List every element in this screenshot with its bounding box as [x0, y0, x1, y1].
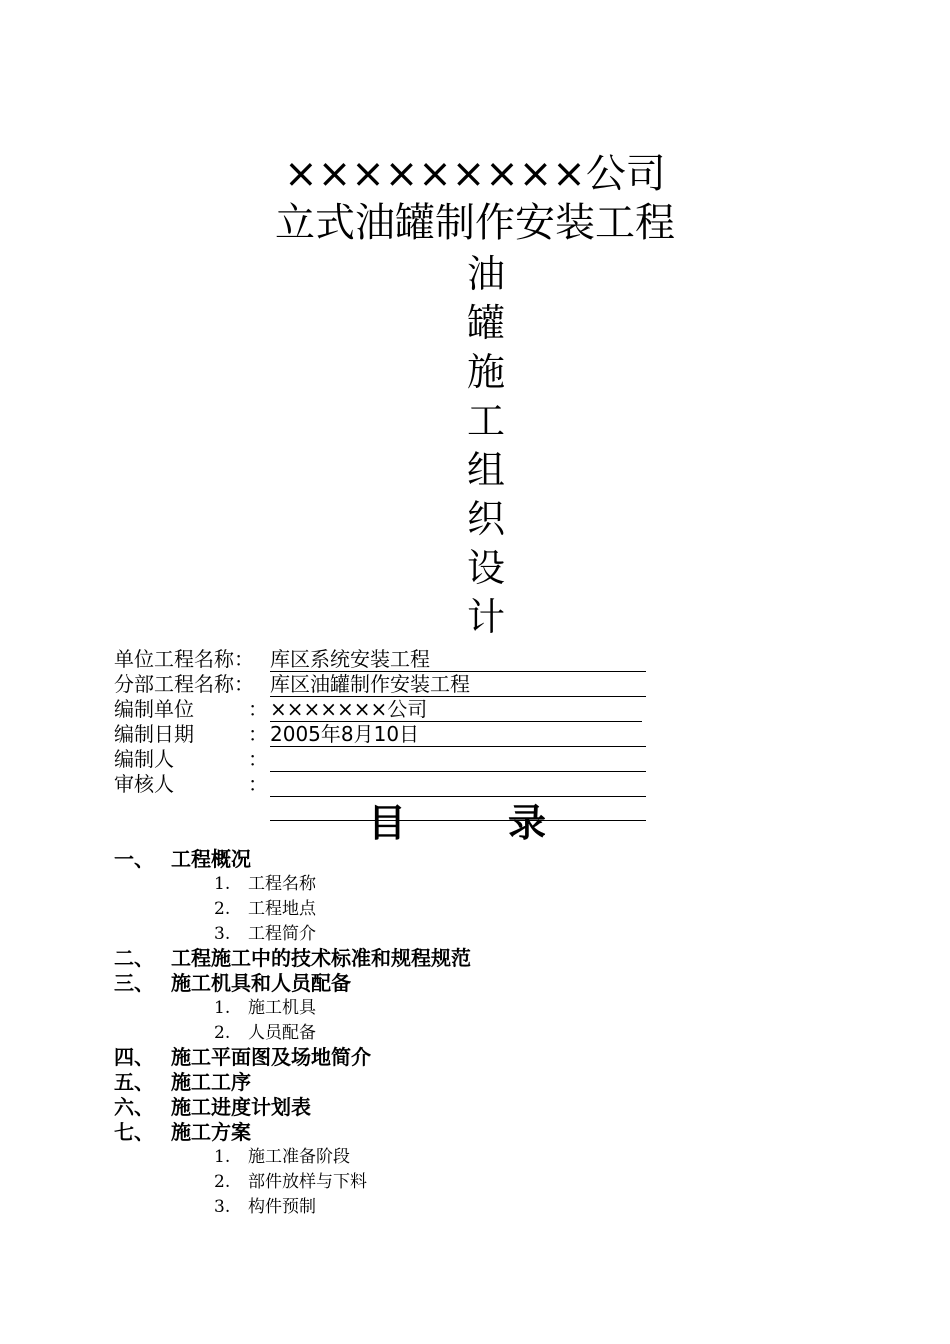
toc-entry-number: 五、: [114, 1070, 154, 1094]
toc-entry-number: 1.: [214, 1147, 231, 1167]
toc-entry-number: 六、: [114, 1095, 154, 1119]
info-value: 库区油罐制作安装工程: [270, 672, 470, 696]
toc-entry-number: 二、: [114, 946, 154, 970]
toc-entry-number: 1.: [214, 998, 231, 1018]
toc-entry-number: 2.: [214, 899, 231, 919]
toc-entry-number: 四、: [114, 1045, 154, 1069]
info-value: 库区系统安装工程: [270, 647, 430, 671]
toc-entry-number: 一、: [114, 847, 154, 871]
project-title: 立式油罐制作安装工程: [275, 200, 675, 246]
toc-entry-number: 2.: [214, 1023, 231, 1043]
toc-rule: [270, 820, 646, 821]
toc-entry-number: 七、: [114, 1120, 154, 1144]
toc-entry-text: 施工机具和人员配备: [171, 971, 351, 995]
toc-entry-text: 工程简介: [248, 924, 316, 944]
info-label: 单位工程名称：: [114, 647, 254, 671]
vertical-document-title: [436, 250, 536, 642]
toc-entry-text: 人员配备: [248, 1023, 316, 1043]
info-colon: ：: [248, 722, 268, 746]
toc-entry-text: 部件放样与下料: [248, 1172, 367, 1192]
toc-entry-number: 三、: [114, 971, 154, 995]
toc-title-left: 目: [368, 801, 407, 845]
info-label: 分部工程名称：: [114, 672, 254, 696]
toc-entry-text: 工程名称: [248, 874, 316, 894]
toc-entry-number: 3.: [214, 924, 231, 944]
toc-entry-number: 2.: [214, 1172, 231, 1192]
toc-entry-text: 施工准备阶段: [248, 1147, 350, 1167]
toc-entry-text: 施工机具: [248, 998, 316, 1018]
info-label: 编制日期: [114, 722, 194, 746]
toc-entry-text: 工程概况: [171, 847, 251, 871]
info-underline: [270, 771, 646, 772]
title-char: 织: [466, 497, 505, 541]
info-underline: [270, 796, 646, 797]
title-char: 罐: [466, 301, 505, 345]
title-char: 油: [466, 252, 505, 296]
title-char: 组: [466, 448, 505, 492]
title-char: 设: [466, 546, 505, 590]
company-title: ×××××××××公司: [284, 151, 666, 197]
info-colon: ：: [248, 697, 268, 721]
toc-entry-text: 工程地点: [248, 899, 316, 919]
title-char: 施: [466, 350, 505, 394]
toc-title-right: 录: [508, 801, 547, 845]
title-char: 工: [466, 399, 505, 443]
info-value: ×××××××公司: [270, 697, 428, 721]
title-char: 计: [466, 595, 505, 639]
info-label: 编制单位: [114, 697, 194, 721]
info-label: 审核人: [114, 772, 174, 796]
info-colon: ：: [248, 772, 268, 796]
toc-entry-text: 施工工序: [171, 1070, 251, 1094]
toc-entry-number: 1.: [214, 874, 231, 894]
info-underline: [270, 746, 646, 747]
info-value: 2005年8月10日: [270, 722, 420, 746]
toc-entry-text: 工程施工中的技术标准和规程规范: [171, 946, 471, 970]
toc-entry-text: 构件预制: [248, 1197, 316, 1217]
toc-entry-text: 施工平面图及场地简介: [171, 1045, 371, 1069]
toc-entry-text: 施工方案: [171, 1120, 251, 1144]
info-colon: ：: [248, 747, 268, 771]
toc-entry-number: 3.: [214, 1197, 231, 1217]
toc-entry-text: 施工进度计划表: [171, 1095, 311, 1119]
info-label: 编制人: [114, 747, 174, 771]
